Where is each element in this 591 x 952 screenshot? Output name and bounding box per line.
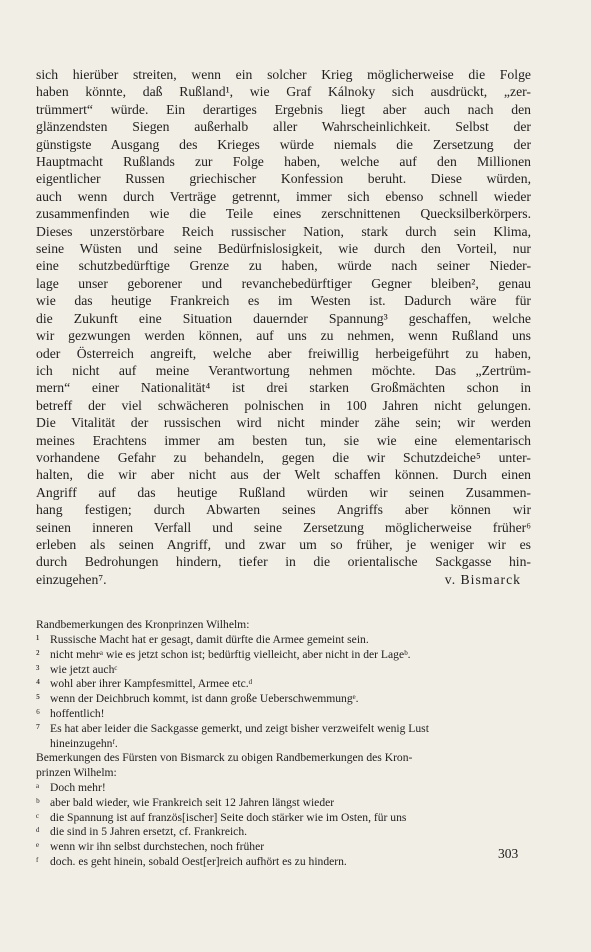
footnote-mark: ᵃ [36,780,40,794]
text-line: mern“ einer Nationalität⁴ ist drei starken Großmächten schon in [36,380,531,396]
text-line: Hauptmacht Rußlands zur Folge haben, welche auf den Millionen [36,154,531,170]
bismarck-notes-heading-2: prinzen Wilhelm: [36,766,117,780]
footnote [36,855,531,870]
footnote-mark: ᶜ [36,810,39,824]
text-line: oder Österreich angreift, welche aber freiwillig herbeigeführt zu haben, [36,345,531,361]
footnote-text: wenn der Deichbruch kommt, ist dann große Ueberschwemmungᵉ. [50,692,359,706]
footnote-mark: ² [36,647,40,661]
footnote-text: die sind in 5 Jahren ersetzt, cf. Frankreich. [50,825,248,839]
text-line: durch Bedrohungen hindern, tiefer in die orientalische Sackgasse hin- [36,554,531,570]
text-line: die Zukunft eine Situation dauernder Spannung³ geschaffen, welche [36,310,531,326]
footnote-text: wohl aber ihrer Kampfesmittel, Armee etc.ᵈ [50,677,253,691]
spacer [36,588,531,618]
text-line: lage unser geborener und revanchebedürftiger Gegner bleiben², genau [36,275,531,291]
text-line: Angriff auf das heutige Rußland würden wir seinen Zusammen- [36,484,531,500]
footnote-mark: ⁵ [36,692,41,706]
text-line: betreff der viel schwächeren polnischen in 100 Jahren nicht gelungen. [36,397,531,413]
text-line: Die Vitalität der russischen wird nicht minder zähe sein; wir werden [36,415,531,431]
footnote [36,722,531,737]
text-line: halten, die wir aber nicht aus der Welt schaffen können. Durch einen [36,467,531,483]
text-line: seine Wüsten und seine Bedürfnislosigkeit, wie durch den Vorteil, nur [36,241,531,257]
footnote [36,840,531,855]
text-line: wie das heutige Frankreich es im Westen ist. Dadurch wäre für [36,293,531,309]
footnote-text: wie jetzt auchᶜ [50,662,118,676]
footnote-text: Doch mehr! [50,780,106,794]
footnote [36,707,531,722]
footnote [36,781,531,796]
footnote-text: Russische Macht hat er gesagt, damit dürfte die Armee gemeint sein. [50,632,369,646]
main-text [36,66,531,571]
footnote [36,692,531,707]
footnote [36,663,531,678]
text-line: wir gezwungen werden können, auf uns zu nehmen, wenn Rußland uns [36,328,531,344]
text-line: glänzendsten Siegen außerhalb aller Wahrscheinlichkeit. Selbst der [36,119,531,135]
footnote-mark: ᵈ [36,825,40,839]
footnote [36,648,531,663]
footnote-mark: ¹ [36,632,40,646]
bismarck-notes-heading-1: Bemerkungen des Fürsten von Bismarck zu obigen Randbemerkungen des Kron- [36,751,413,765]
text-line: ich nicht auf meine Verantwortung nehmen möchte. Das „Zertrüm- [36,362,531,378]
footnote-mark: ⁴ [36,677,41,691]
footnote-text: aber bald wieder, wie Frankreich seit 12 Jahren längst wieder [50,795,335,809]
page-number: 303 [498,846,519,861]
closing-text: einzugehen⁷. [36,571,107,587]
text-line: Dieses unzerstörbare Reich russischer Nation, stark durch sein Klima, [36,223,531,239]
footnote-text: doch. es geht hinein, sobald Oest[er]reich aufhört es zu hindern. [50,854,347,868]
footnote-text: Es hat aber leider die Sackgasse gemerkt, und zeigt bisher verzweifelt wenig Lust [50,721,429,735]
footnote-text: hoffentlich! [50,706,105,720]
footnote [36,825,531,840]
text-line: vorhandene Gefahr zu behandeln, gegen die wir Schutzdeiche⁵ unter- [36,449,531,465]
notes-heading: Randbemerkungen des Kronprinzen Wilhelm: [36,618,250,632]
footnote [36,633,531,648]
footnote-mark: ⁶ [36,706,41,720]
bismarck-notes [36,781,531,870]
text-line: günstigste Ausgang des Krieges würde niemals die Zersetzung der [36,136,531,152]
footnote-mark: ᶠ [36,854,39,868]
text-line: trümmert“ würde. Ein derartiges Ergebnis liegt aber auch nach den [36,101,531,117]
footnote-text: wenn wir ihn selbst durchstechen, noch früher [50,840,265,854]
signature: v. Bismarck [444,571,521,587]
text-line: erleben als seinen Angriff, und zwar um so früher, je weniger wir es [36,536,531,552]
text-line: auch wenn durch Verträge getrennt, immer sich ebenso schnell wieder [36,188,531,204]
text-line: seinen inneren Verfall und seine Zersetzung möglicherweise früher⁶ [36,519,531,535]
footnote-text: nicht mehrᵃ wie es jetzt schon ist; bedürftig vielleicht, aber nicht in der Lageᵇ. [50,647,411,661]
closing-line [36,571,531,588]
footnote [36,677,531,692]
text-line: meines Erachtens immer am besten tun, sie wie eine elementarisch [36,432,531,448]
footnote [36,796,531,811]
footnote-mark: ᵇ [36,795,40,809]
text-line: eine schutzbedürftige Grenze zu haben, würde nach seiner Nieder- [36,258,531,274]
footnote-mark: ³ [36,662,40,676]
footnote-mark: ⁷ [36,721,41,735]
text-line: sich hierüber streiten, wenn ein solcher Krieg möglicherweise die Folge [36,67,531,82]
crown-prince-notes [36,633,531,737]
text-line: eigentlicher Russen griechischer Konfession beruht. Diese würden, [36,171,531,187]
text-line: hang festigen; durch Abwarten seines Angriffs aber können wir [36,502,531,518]
text-line: zusammenfinden wie die Teile eines zerschnittenen Quecksilberkörpers. [36,206,531,222]
text-line: haben könnte, daß Rußland¹, wie Graf Kálnoky sich ausdrückt, „zer- [36,84,531,100]
footnote [36,811,531,826]
note7-continuation: hineinzugehnᶠ. [50,736,118,750]
footnotes [36,618,531,870]
footnote-mark: ᵉ [36,840,39,854]
footnote-text: die Spannung ist auf französ[ischer] Seite doch stärker wie im Osten, für uns [50,810,407,824]
